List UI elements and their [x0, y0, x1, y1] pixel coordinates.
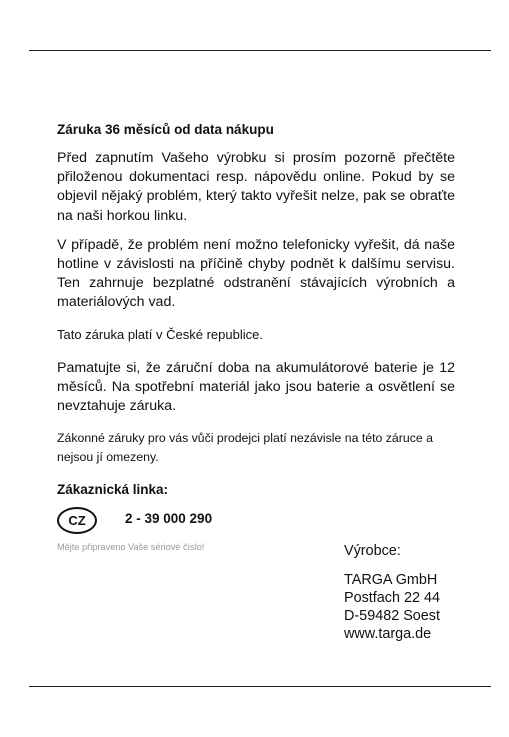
manufacturer-website: www.targa.de: [344, 626, 432, 642]
paragraph-documentation: Před zapnutím Vašeho výrobku si prosím pozorně přečtěte přiloženou dokumentaci resp. nápovědu online. Pokud by se objevil nějaký problém, který takto vyřešit nelze, pak se obraťte na naši horkou linku.: [57, 150, 455, 224]
paragraph-batteries: Pamatujte si, že záruční doba na akumulátorové baterie je 12 měsíců. Na spotřební materiál jako jsou baterie a osvětlení se nevztahuje záruka.: [57, 359, 455, 415]
manufacturer-postbox: Postfach 22 44: [344, 590, 441, 606]
bottom-rule: [29, 686, 491, 687]
manufacturer-city: D-59482 Soest: [344, 608, 440, 624]
hotline-title: Zákaznická linka:: [57, 482, 169, 498]
serial-number-note: Mějte připraveno Vaše sériové číslo!: [57, 542, 205, 552]
manufacturer-block: [344, 542, 440, 643]
paragraph-legal: Zákonné záruky pro vás vůči prodejci platí nezávisle na této záruce a nejsou jí omezeny.: [57, 431, 433, 465]
warranty-content: [57, 122, 455, 537]
hotline-row: [57, 507, 455, 537]
manufacturer-company: TARGA GmbH: [344, 572, 438, 588]
paragraph-country: Tato záruka platí v České republice.: [57, 326, 263, 342]
paragraph-service: V případě, že problém není možno telefonicky vyřešit, dá naše hotline v závislosti na příčině chyby podnět k dalšímu servisu. Ten zahrnuje bezplatné odstranění stávajících výrobních a materiálových vad.: [57, 236, 455, 311]
top-rule: [29, 50, 491, 51]
hotline-number: 2 - 39 000 290: [125, 511, 213, 527]
manufacturer-label: Výrobce:: [344, 543, 401, 559]
country-badge: CZ: [57, 507, 97, 534]
warranty-heading: Záruka 36 měsíců od data nákupu: [57, 122, 274, 137]
